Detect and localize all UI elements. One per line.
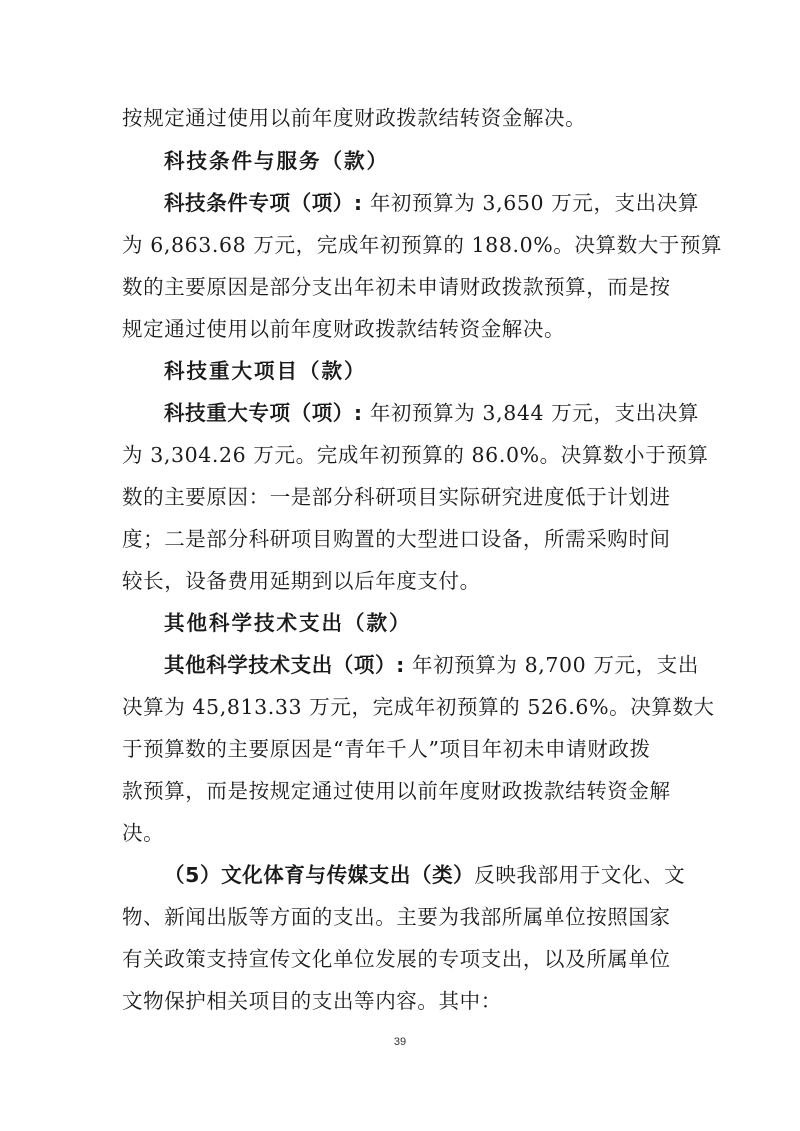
category-label: （5）文化体育与传媒支出（类） xyxy=(164,863,475,887)
paragraph-line: 为 3,304.26 万元。完成年初预算的 86.0%。决算数小于预算 xyxy=(122,443,709,467)
paragraph-line: 决算为 45,813.33 万元，完成年初预算的 526.6%。决算数大 xyxy=(122,695,715,719)
paragraph-line: 款预算，而是按规定通过使用以前年度财政拨款结转资金解 xyxy=(122,779,671,803)
page-number: 39 xyxy=(393,1036,407,1048)
paragraph-line: 于预算数的主要原因是“青年千人”项目年初未申请财政拨 xyxy=(122,737,651,761)
paragraph-line: 度；二是部分科研项目购置的大型进口设备，所需采购时间 xyxy=(122,527,671,551)
item-text: 年初预算为 3,844 万元，支出决算 xyxy=(362,401,699,425)
section-heading: 科技条件与服务（款） xyxy=(164,149,389,173)
section-heading: 科技重大项目（款） xyxy=(164,359,367,383)
item-label: 科技重大专项（项）: xyxy=(164,401,363,425)
item-label: 科技条件专项（项）: xyxy=(164,191,363,215)
paragraph-line: 文物保护相关项目的支出等内容。其中： xyxy=(122,989,502,1013)
paragraph-line: 物、新闻出版等方面的支出。主要为我部所属单位按照国家 xyxy=(122,905,671,929)
item-text: 年初预算为 3,650 万元，支出决算 xyxy=(362,191,699,215)
paragraph-line: 较长，设备费用延期到以后年度支付。 xyxy=(122,569,481,593)
item-label: 其他科学技术支出（项）: xyxy=(164,653,405,677)
paragraph-line: 规定通过使用以前年度财政拨款结转资金解决。 xyxy=(122,317,566,341)
paragraph-line: 数的主要原因：一是部分科研项目实际研究进度低于计划进 xyxy=(122,485,671,509)
section-heading: 其他科学技术支出（款） xyxy=(164,611,412,635)
paragraph-line xyxy=(164,398,734,428)
paragraph-line: 为 6,863.68 万元，完成年初预算的 188.0%。决算数大于预算 xyxy=(122,233,723,257)
item-text: 年初预算为 8,700 万元，支出 xyxy=(404,653,699,677)
paragraph-line: 决。 xyxy=(122,821,165,845)
paragraph-line: 按规定通过使用以前年度财政拨款结转资金解决。 xyxy=(122,106,587,130)
category-text: 反映我部用于文化、文 xyxy=(474,863,686,887)
paragraph-line xyxy=(164,650,734,680)
paragraph-line xyxy=(164,188,734,218)
paragraph-line: 有关政策支持宣传文化单位发展的专项支出，以及所属单位 xyxy=(122,947,671,971)
paragraph-line xyxy=(164,860,734,890)
paragraph-line: 数的主要原因是部分支出年初未申请财政拨款预算，而是按 xyxy=(122,275,671,299)
